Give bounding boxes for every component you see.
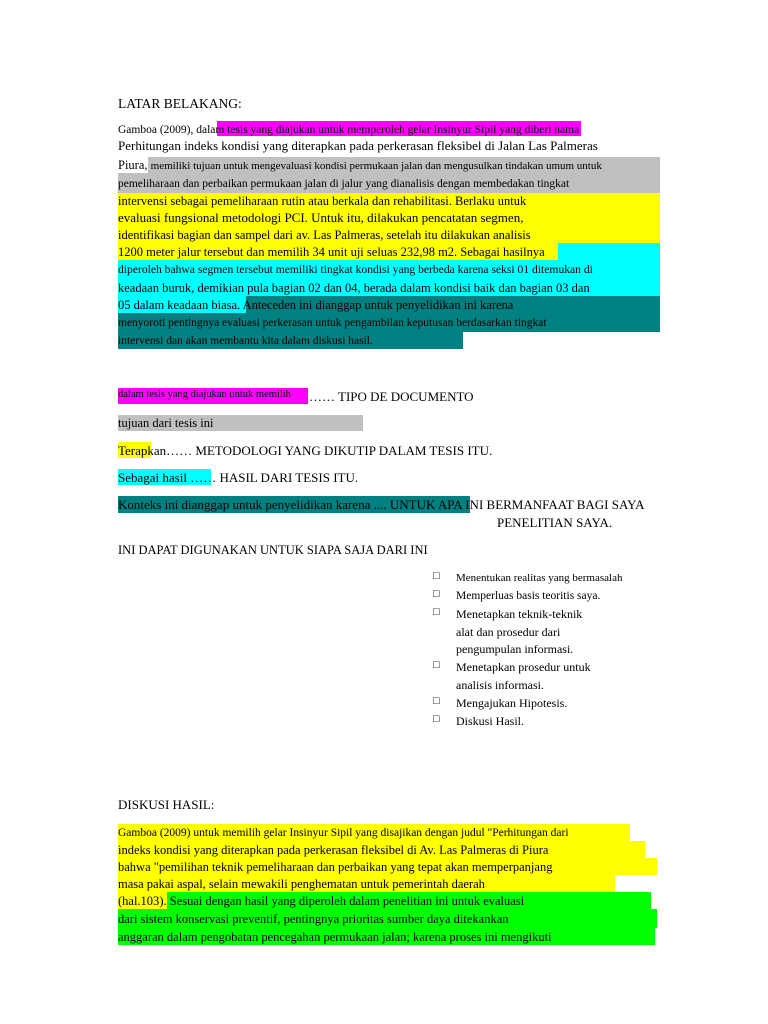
latar-line-12: menyoroti pentingnya evaluasi perkerasan untuk pengambilan keputusan berdasarkan tingkat (118, 317, 547, 329)
legend-magenta-label: dalam tesis yang diajukan untuk memilih (118, 389, 291, 400)
checkbox-icon: □ (433, 588, 440, 600)
diskusi-line-7: anggaran dalam pengobatan pencegahan permukaan jalan; karena proses ini mengikuti (118, 930, 552, 944)
legend-gray-label: tujuan dari tesis ini (118, 416, 214, 430)
latar-line-7: identifikasi bagian dan sampel dari av. Las Palmeras, setelah itu dilakukan analisis (118, 228, 531, 242)
legend-cyan-meaning: …… HASIL DARI TESIS ITU. (190, 470, 359, 485)
latar-line-9: diperoleh bahwa segmen tersebut memiliki tingkat kondisi yang berbeda karena seksi 01 ditemukan di (118, 263, 593, 276)
legend-yellow-row (118, 443, 492, 459)
usage-item: Mengajukan Hipotesis. (456, 696, 568, 710)
latar-line-6: evaluasi fungsional metodologi PCI. Untuk itu, dilakukan pencatatan segmen, (118, 210, 524, 225)
legend-cyan-label: Sebagai hasil (118, 470, 191, 485)
legend-yellow-meaning: kan…… METODOLOGI YANG DIKUTIP DALAM TESIS ITU. (147, 443, 493, 458)
checkbox-icon: □ (433, 606, 440, 618)
latar-line-8 (118, 244, 545, 260)
text-run: (hal.103 (118, 894, 160, 908)
checkbox-icon: □ (433, 713, 440, 725)
latar-line-13: intervensi dan akan membantu kita dalam diskusi hasil. (118, 335, 373, 347)
latar-heading: LATAR BELAKANG: (118, 96, 242, 111)
text-run: 1200 meter jalur tersebut dan memilih 34 unit uji seluas 232,98 m2. Sebagai h (118, 245, 510, 259)
legend-teal-row (118, 497, 644, 513)
highlight-cyan (558, 243, 660, 260)
legend-teal-meaning-line2: PENELITIAN SAYA. (497, 515, 613, 530)
diskusi-line-3: bahwa "pemilihan teknik pemeliharaan dan perbaikan yang tepat akan memperpanjang (118, 860, 553, 874)
latar-line-2: Perhitungan indeks kondisi yang diterapkan pada perkerasan fleksibel di Jalan Las Palmeras (118, 138, 598, 153)
text-run: lam tesis yang diajukan untuk memperoleh gelar Insinyur Sipil yan (207, 124, 516, 136)
text-run: 05 dalam keadaan bias (118, 298, 232, 312)
legend-teal-meaning: PA INI BERMANFAAT BAGI SAYA (447, 497, 645, 512)
usage-item: Memperluas basis teoritis saya. (456, 590, 601, 602)
text-run: g diberi nama (515, 124, 580, 136)
legend-cyan-row (118, 470, 358, 486)
text-run: a. Anteceden ini dianggap untuk penyelidikan ini karena (231, 298, 514, 312)
usage-item: Menetapkan teknik-teknik (456, 607, 583, 621)
usage-heading: INI DAPAT DIGUNAKAN UNTUK SIAPA SAJA DARI INI (118, 543, 428, 557)
usage-item-continued: pengumpulan informasi. (456, 642, 574, 656)
usage-item: Diskusi Hasil. (456, 714, 525, 728)
usage-item-continued: alat dan prosedur dari (456, 625, 561, 639)
diskusi-line-6: dari sistem konservasi preventif, pentingnya prioritas sumber daya ditekankan (118, 912, 509, 926)
text-run: asilnya (509, 245, 545, 259)
text-run: Gamboa (2009), da (118, 124, 208, 136)
diskusi-heading: DISKUSI HASIL: (118, 797, 215, 812)
latar-line-1 (118, 122, 579, 138)
text-run: intervensi sebagai pemeliharaan rutin atau berkala dan rehabilitasi. Berlaku (118, 194, 495, 208)
text-run: memiliki tujuan untuk mengevaluasi kondisi permukaan jalan dan mengusulkan tindakan umum untuk (150, 160, 602, 172)
diskusi-line-1: Gamboa (2009) untuk memilih gelar Insinyur Sipil yang disajikan dengan judul "Perhitungan dari (118, 827, 569, 839)
latar-line-5 (118, 193, 526, 209)
diskusi-line-5 (118, 893, 524, 909)
diskusi-line-2: indeks kondisi yang diterapkan pada perkerasan fleksibel di Av. Las Palmeras di Piura (118, 843, 549, 857)
legend-magenta-meaning: …… TIPO DE DOCUMENTO (309, 389, 474, 404)
usage-item: Menentukan realitas yang bermasalah (456, 572, 623, 584)
usage-item: Menetapkan prosedur untuk (456, 660, 591, 674)
legend-yellow-label: Terap (118, 443, 148, 458)
latar-line-3 (118, 157, 602, 174)
usage-item-continued: analisis informasi. (456, 678, 544, 692)
latar-line-10: keadaan buruk, demikian pula bagian 02 dan 04, berada dalam kondisi baik dan bagian 03 dan (118, 281, 590, 295)
latar-line-4: pemeliharaan dan perbaikan permukaan jalan di jalur yang dianalisis dengan membedakan tingkat (118, 178, 570, 190)
diskusi-line-4: masa pakai aspal, selain mewakili penghematan untuk pemerintah daerah (118, 877, 485, 891)
latar-line-11 (118, 297, 513, 313)
checkbox-icon: □ (433, 695, 440, 707)
text-run: untuk (494, 194, 527, 208)
text-run: ). Sesuai dengan hasil yang diperoleh dalam penelitian ini untuk evaluasi (159, 894, 525, 908)
checkbox-icon: □ (433, 570, 440, 582)
checkbox-icon: □ (433, 659, 440, 671)
text-run: Piura, (118, 158, 151, 172)
legend-teal-label: Konteks ini dianggap untuk penyelidikan karena .... UNTUK A (118, 497, 448, 512)
